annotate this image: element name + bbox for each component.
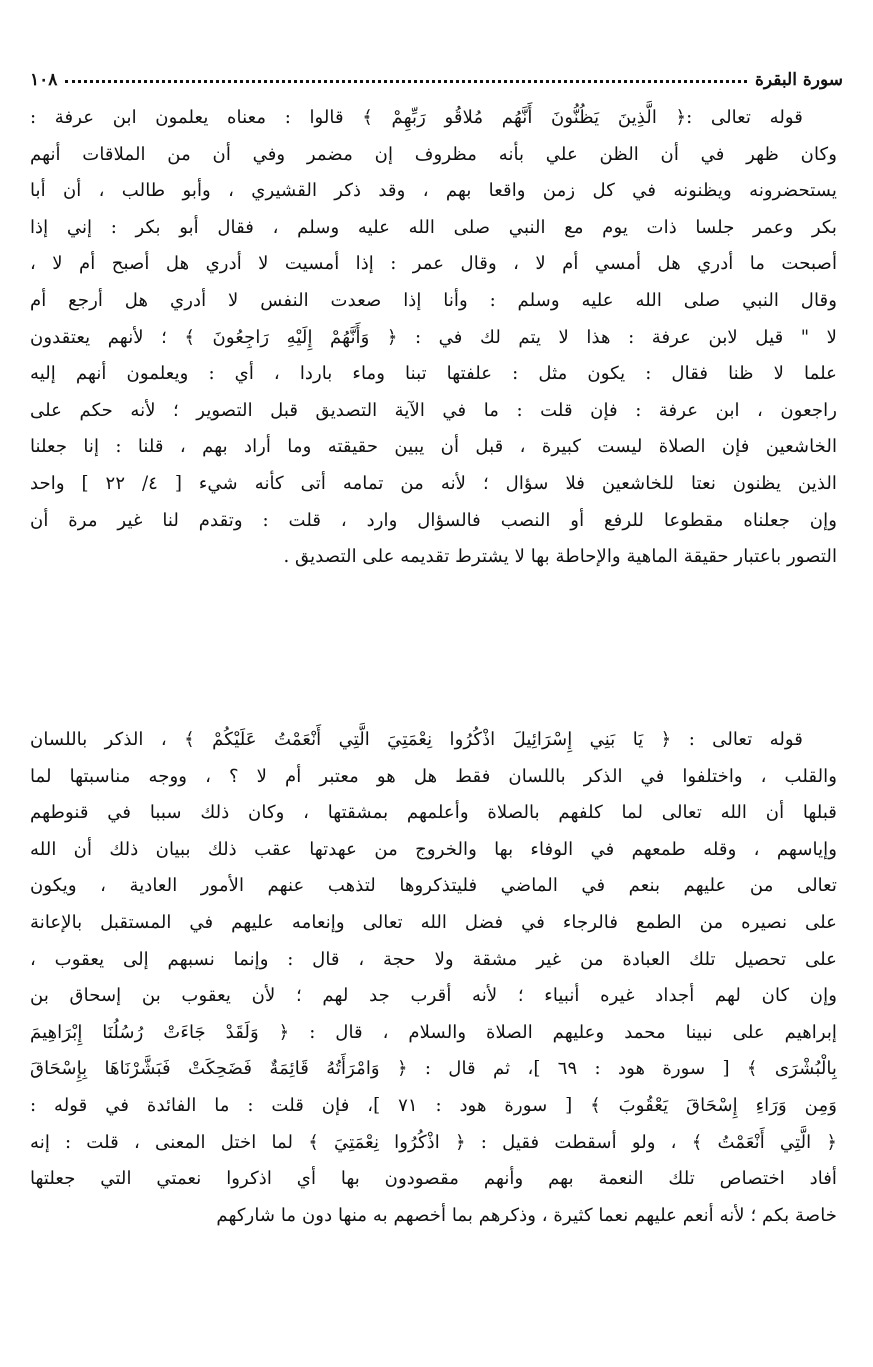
text-line: على تحصيل تلك العبادة من غير مشقة ولا حجة ، قال : وإنما نسبهم إلى يعقوب ، bbox=[30, 948, 837, 970]
text-line: وإياسهم ، وقله طمعهم في الوفاء بها والخروج من عهدتها عقب ذلك ببيان ذلك أن الله bbox=[30, 838, 837, 860]
surah-title: سورة البقرة bbox=[755, 70, 843, 90]
text-line: الذين يظنون نعتا للخاشعين فلا سؤال ؛ لأنه من تمامه أتى كأنه شيء [ ٤/ ٢٢ ] واحد bbox=[30, 472, 837, 494]
text-line: قوله تعالى : ﴿ يَا بَنِي إِسْرَائِيلَ اذْكُرُوا نِعْمَتِيَ الَّتِي أَنْعَمْتُ عَلَيْكُمْ ﴾ ، الذكر باللسان bbox=[30, 729, 803, 750]
text-line: قبلها أن الله تعالى لما كلفهم بالصلاة وأعلمهم بمشقتها ، وكان ذلك سببا في قنوطهم bbox=[30, 802, 837, 824]
text-line: راجعون ، ابن عرفة : فإن قلت : ما في الآية التصديق قبل التصوير ؛ لأنه حكم على bbox=[30, 399, 837, 421]
header-dotted-rule bbox=[65, 80, 747, 83]
text-line: وقال النبي صلى الله عليه وسلم : وأنا إذا صعدت النفس لا أدري هل أرجع أم bbox=[30, 289, 837, 311]
text-line: وإن جعلناه مقطوعا للرفع أو النصب فالسؤال وارد ، قلت : وتقدم لنا غير مرة أن bbox=[30, 509, 837, 531]
text-line: أصبحت ما أدري هل أمسي أم لا ، وقال عمر : إذا أمسيت لا أدري هل أصبح أم لا ، bbox=[30, 253, 837, 275]
text-line: وَمِن وَرَاءِ إِسْحَاقَ يَعْقُوبَ ﴾ [ سورة هود : ٧١ ]، فإن قلت : ما الفائدة في قوله : bbox=[30, 1094, 837, 1116]
text-line: لا " قيل لابن عرفة : هذا لا يتم لك في : ﴿ وَأَنَّهُمْ إِلَيْهِ رَاجِعُونَ ﴾ ؛ لأنهم يعتقدون bbox=[30, 326, 837, 348]
text-line: والقلب ، واختلفوا في الذكر باللسان فقط هل هو معتبر أم لا ؟ ، ووجه مناسبتها لما bbox=[30, 765, 837, 787]
paragraph-2 bbox=[30, 722, 837, 1234]
text-line: بِالْبُشْرَى ﴾ [ سورة هود : ٦٩ ]، ثم قال : ﴿ وَامْرَأَتُهُ قَائِمَةٌ فَضَحِكَتْ فَبَشَّرْنَاهَا بِإِسْحَاقَ bbox=[30, 1058, 837, 1080]
text-line: قوله تعالى :﴿ الَّذِينَ يَظُنُّونَ أَنَّهُم مُلاقُو رَبِّهِمْ ﴾ قالوا : معناه يعلمون ابن عرفة : bbox=[30, 107, 803, 128]
text-line: على نصيره من الطمع فالرجاء في فضل الله تعالى وإنعامه عليهم في المستقبل بالإعانة bbox=[30, 911, 837, 933]
text-line: بكر وعمر جلسا ذات يوم مع النبي صلى الله عليه وسلم ، فقال أبو بكر : إني إذا bbox=[30, 216, 837, 238]
text-line: وكان ظهر في أن الظن علي بأنه مظروف إن مضمر وفي أن من الملاقات أنهم bbox=[30, 143, 837, 165]
page-number: ١٠٨ bbox=[30, 70, 58, 90]
text-line: تعالى من عليهم بنعم في الماضي فليتذكروها لتذهب عنهم الأمور العادية ، ويكون bbox=[30, 875, 837, 897]
text-line: أفاد اختصاص تلك النعمة بهم وأنهم مقصودون بها أي اذكروا نعمتي التي جعلتها bbox=[30, 1168, 837, 1190]
text-line: وإن كان لهم أجداد غيره أنبياء ؛ لأنه أقرب جد لهم ؛ لأن يعقوب بن إسحاق بن bbox=[30, 985, 837, 1007]
text-line: يستحضرونه ويظنونه في كل زمن واقعا بهم ، وقد ذكر القشيري ، وأبو طالب ، أن أبا bbox=[30, 180, 837, 202]
text-line: الخاشعين فإن الصلاة ليست كبيرة ، قبل أن يبين حقيقته وما أراد بهم ، قلنا : إنا جعلنا bbox=[30, 436, 837, 458]
page-header bbox=[30, 58, 843, 90]
text-line: التصور باعتبار حقيقة الماهية والإحاطة بها لا يشترط تقديمه على التصديق . bbox=[283, 546, 837, 568]
paragraph-1 bbox=[30, 100, 837, 576]
text-line: ﴿ الَّتِي أَنْعَمْتُ ﴾ ، ولو أسقطت فقيل : ﴿ اذْكُرُوا نِعْمَتِيَ ﴾ لما اختل المعنى ، قلت : إنه bbox=[30, 1131, 837, 1153]
text-line: علما لا ظنا فقال : يكون مثل : علفتها تبنا وماء باردا ، أي : ويعلمون أنهم إليه bbox=[30, 363, 837, 385]
text-line: خاصة بكم ؛ لأنه أنعم عليهم نعما كثيرة ، وذكرهم بما أخصهم به منها دون ما شاركهم bbox=[216, 1204, 837, 1226]
text-line: إبراهيم على نبينا محمد وعليهم الصلاة والسلام ، قال : ﴿ وَلَقَدْ جَاءَتْ رُسُلُنَا إِبْرَاهِيمَ bbox=[30, 1021, 837, 1043]
